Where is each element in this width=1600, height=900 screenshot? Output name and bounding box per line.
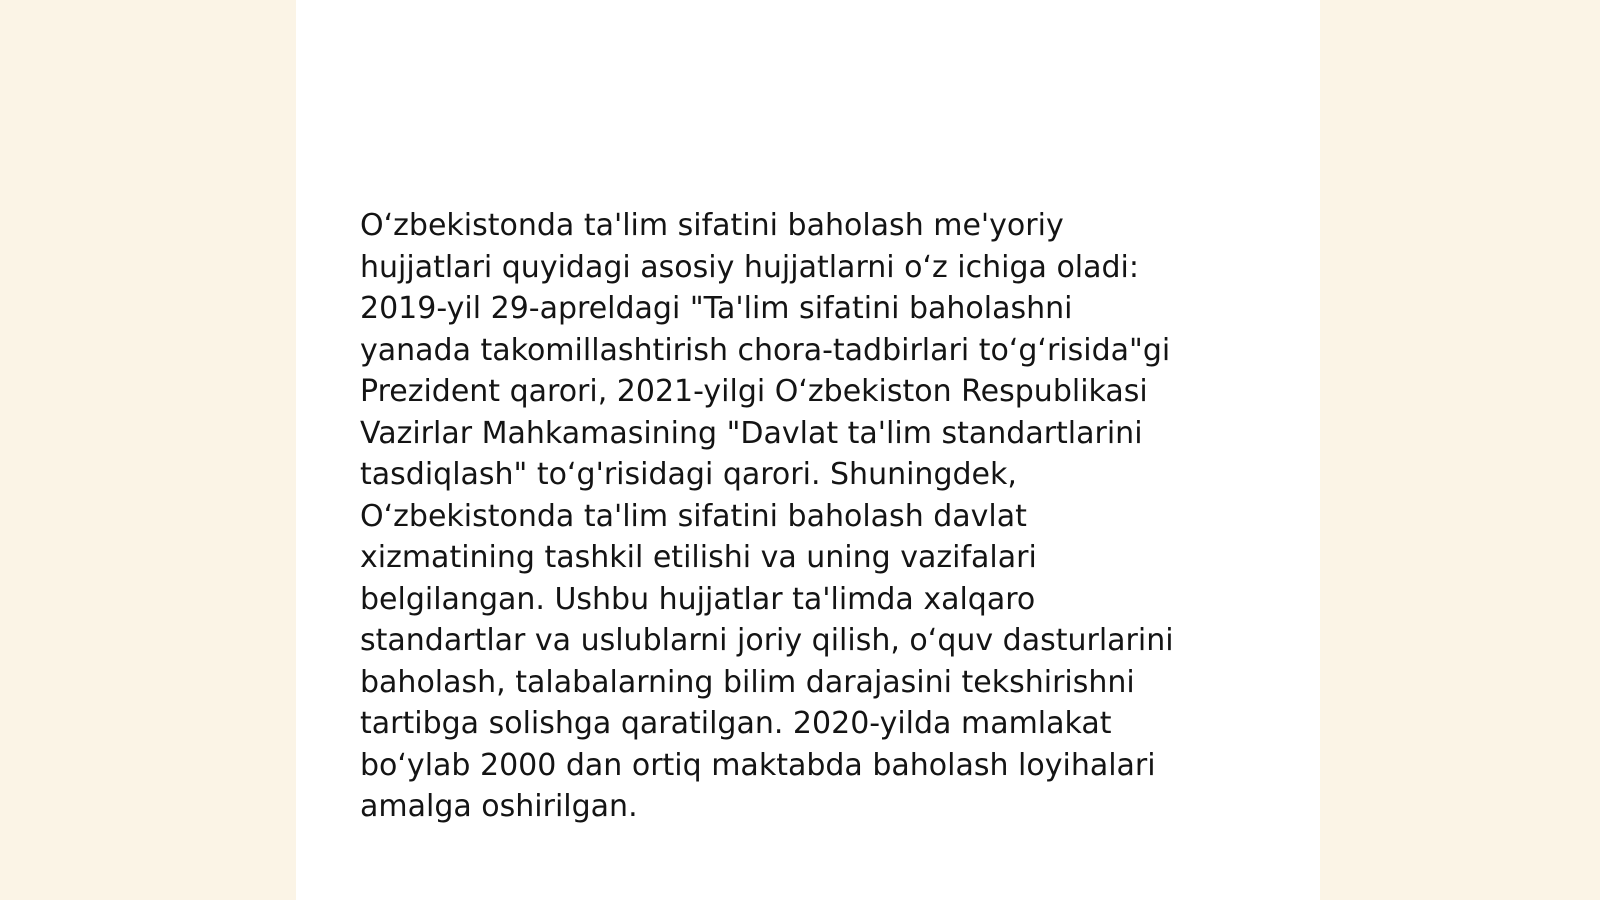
body-paragraph: Oʻzbekistonda ta'lim sifatini baholash me'yoriy hujjatlari quyidagi asosiy hujjatlarni oʻz ichiga oladi: 2019-yil 29-apreldagi "Ta'lim sifatini baholashni yanada takomillashtirish chora-tadbirlari toʻgʻrisida"gi Prezident qarori, 2021-yilgi Oʻzbekiston Respublikasi Vazirlar Mahkamasining "Davlat ta'lim standartlarini tasdiqlash" toʻg'risidagi qarori. Shuningdek, Oʻzbekistonda ta'lim sifatini baholash davlat xizmatining tashkil etilishi va uning vazifalari belgilangan. Ushbu hujjatlar ta'limda xalqaro standartlar va uslublarni joriy qilish, oʻquv dasturlarini baholash, talabalarning bilim darajasini tekshirishni tartibga solishga qaratilgan. 2020-yilda mamlakat boʻylab 2000 dan ortiq maktabda baholash loyihalari amalga oshirilgan. <box>360 208 1174 824</box>
document-page <box>296 0 1320 900</box>
document-content <box>360 205 1260 828</box>
